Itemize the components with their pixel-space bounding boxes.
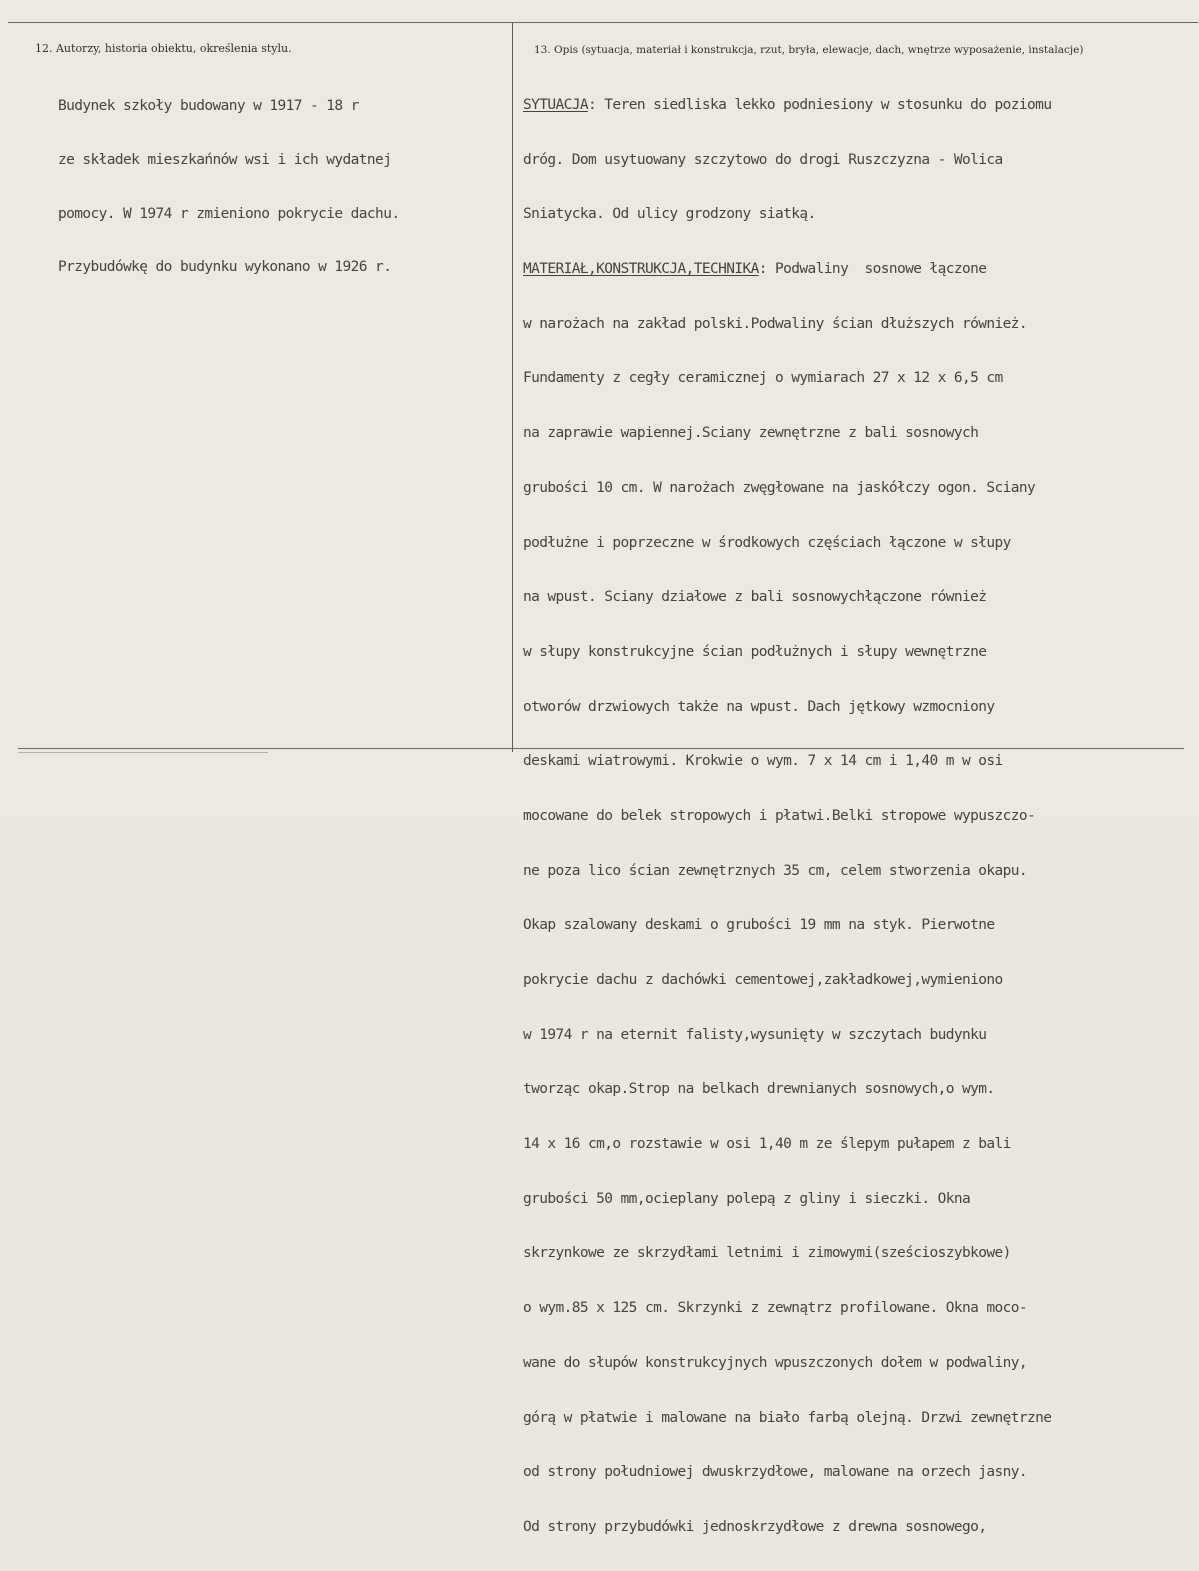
text-line: na wpust. Sciany działowe z bali sosnowychłączone również (523, 589, 987, 606)
text-line: otworów drzwiowych także na wpust. Dach jętkowy wzmocniony (523, 698, 995, 715)
text-line: o wym.85 x 125 cm. Skrzynki z zewnątrz profilowane. Okna moco- (523, 1300, 1028, 1317)
text-line: Budynek szkoły budowany w 1917 - 18 r (58, 98, 359, 114)
text-line: podłużne i poprzeczne w środkowych częściach łączone w słupy (523, 534, 1011, 551)
text-line (523, 94, 1051, 117)
text-line: Od strony przybudówki jednoskrzydłowe z drewna sosnowego, (523, 1518, 987, 1535)
section-12-text (58, 64, 399, 311)
text-line: Sniatycka. Od ulicy grodzony siatką. (523, 206, 816, 223)
text-line: w narożach na zakład polski.Podwaliny ścian dłuższych również. (523, 315, 1028, 332)
text-line: skrzynkowe ze skrzydłami letnimi i zimowymi(sześcioszybkowe) (523, 1245, 1011, 1262)
text-line: górą w płatwie i malowane na biało farbą olejną. Drzwi zewnętrzne (523, 1409, 1052, 1426)
text-line: grubości 10 cm. W narożach zwęgłowane na jaskółczy ogon. Sciany (523, 479, 1036, 496)
section-13-header: 13. Opis (sytuacja, materiał i konstrukcja, rzut, bryła, elewacje, dach, wnętrze wyposażenie, instalacje) (534, 44, 1084, 56)
text-line: ze składek mieszkańnów wsi i ich wydatnej (58, 151, 392, 168)
text-line: mocowane do belek stropowych i płatwi.Belki stropowe wypuszczo- (523, 807, 1036, 824)
bottom-rule-faint (18, 752, 268, 753)
text-line: dróg. Dom usytuowany szczytowo do drogi Ruszczyzna - Wolica (523, 151, 1003, 168)
text-line: Okap szalowany deskami o grubości 19 mm na styk. Pierwotne (523, 917, 995, 934)
text-fragment: : Podwaliny sosnowe łączone (758, 261, 987, 278)
text-line: grubości 50 mm,ocieplany polepą z gliny i sieczki. Okna (523, 1190, 971, 1207)
heading-sytuacja: SYTUACJA (523, 97, 589, 113)
column-divider (512, 22, 513, 752)
text-line: w słupy konstrukcyjne ścian podłużnych i słupy wewnętrzne (523, 643, 987, 660)
text-line: wane do słupów konstrukcyjnych wpuszczonych dołem w podwaliny, (523, 1354, 1028, 1371)
section-13-text (523, 62, 1051, 1571)
text-line: 14 x 16 cm,o rozstawie w osi 1,40 m ze ślepym pułapem z bali (523, 1136, 1011, 1153)
text-line: w 1974 r na eternit falisty,wysunięty w szczytach budynku (523, 1026, 987, 1043)
text-fragment: : Teren siedliska lekko podniesiony w stosunku do poziomu (588, 97, 1052, 113)
text-line: Przybudówkę do budynku wykonano w 1926 r. (58, 259, 392, 276)
text-line (523, 258, 1051, 281)
top-rule (8, 22, 1198, 23)
section-12-header: 12. Autorzy, historia obiektu, określenia stylu. (35, 42, 292, 55)
text-line: ne poza lico ścian zewnętrznych 35 cm, celem stworzenia okapu. (523, 862, 1028, 879)
text-line: Fundamenty z cegły ceramicznej o wymiarach 27 x 12 x 6,5 cm (523, 370, 1003, 387)
text-line: pomocy. W 1974 r zmieniono pokrycie dachu. (58, 205, 400, 222)
text-line: deskami wiatrowymi. Krokwie o wym. 7 x 14 cm i 1,40 m w osi (523, 753, 1003, 770)
heading-material: MATERIAŁ,KONSTRUKCJA,TECHNIKA (523, 261, 759, 278)
text-line: na zaprawie wapiennej.Sciany zewnętrzne z bali sosnowych (523, 425, 979, 442)
text-line: od strony południowej dwuskrzydłowe, malowane na orzech jasny. (523, 1464, 1028, 1481)
text-line: tworząc okap.Strop na belkach drewnianych sosnowych,o wym. (523, 1081, 995, 1098)
text-line: pokrycie dachu z dachówki cementowej,zakładkowej,wymieniono (523, 972, 1003, 988)
